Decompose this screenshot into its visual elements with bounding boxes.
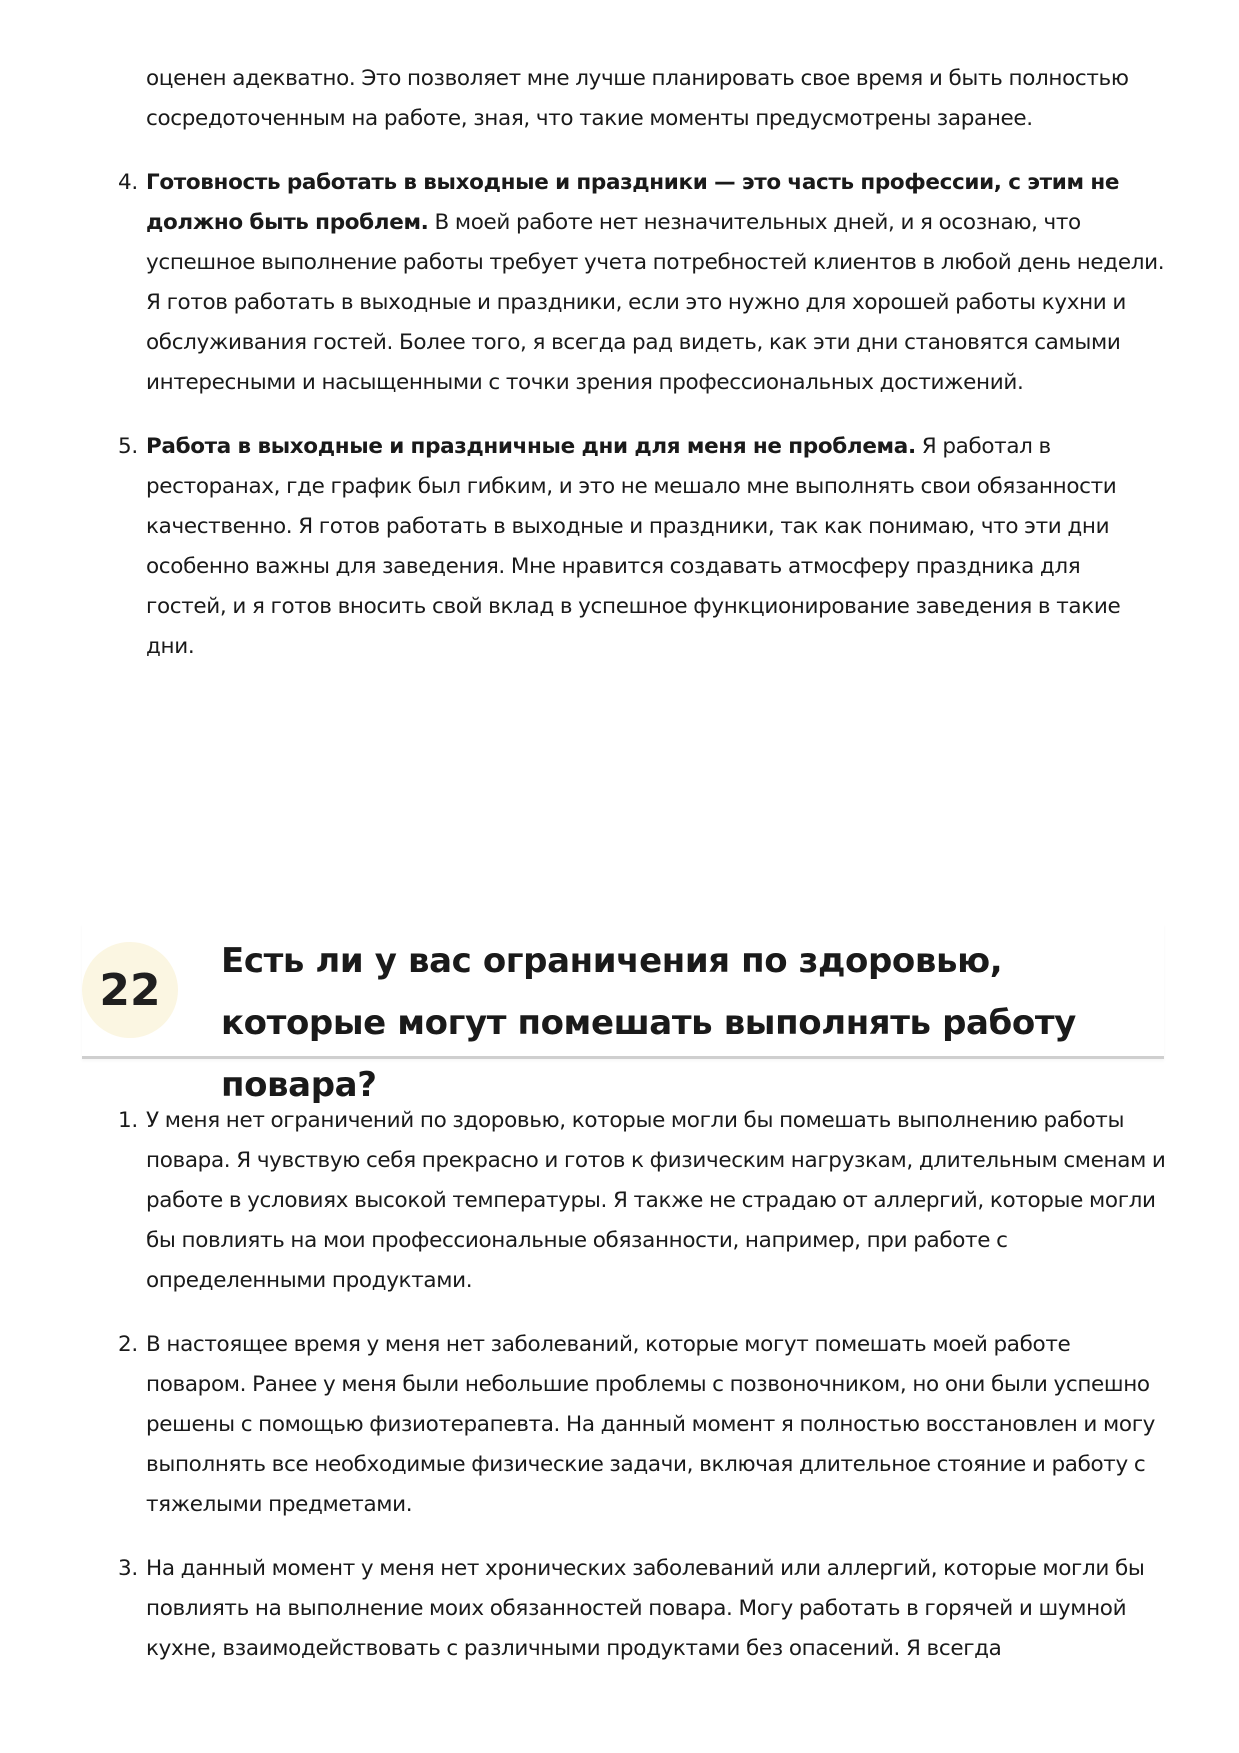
answer-list-previous (118, 59, 1166, 667)
list-item (118, 1549, 1166, 1669)
list-item-text: оценен адекватно. Это позволяет мне лучше планировать свое время и быть полностью сосредоточенным на работе, зная, что такие моменты предусмотрены заранее. (146, 66, 1129, 131)
list-item-number: 1. (118, 1108, 138, 1133)
list-item-text: В настоящее время у меня нет заболеваний, которые могут помешать моей работе поваром. Ранее у меня были небольшие проблемы с позвоночником, но они были успешно решены с помощью физиотерапевта. На данный момент я полностью восстановлен и могу выполнять все необходимые физические задачи, включая длительное стояние и работу с тяжелыми предметами. (146, 1332, 1156, 1517)
list-item-number: 5. (118, 434, 138, 459)
answer-list (118, 1101, 1166, 1669)
list-item (118, 163, 1166, 403)
list-item-bold-lead: Готовность работать в выходные и праздники — это часть профессии, с этим не должно быть проблем. (146, 170, 1120, 235)
question-number-badge: 22 (82, 942, 178, 1038)
list-item (118, 427, 1166, 667)
list-item-number: 3. (118, 1556, 138, 1581)
list-item-text: Я работал в ресторанах, где график был гибким, и это не мешало мне выполнять свои обязанности качественно. Я готов работать в выходные и праздники, так как понимаю, что эти дни особенно важны для заведения. Мне нравится создавать атмосферу праздника для гостей, и я готов вносить свой вклад в успешное функционирование заведения в такие дни. (146, 434, 1121, 659)
list-item-bold-lead: Работа в выходные и праздничные дни для меня не проблема. (146, 434, 916, 459)
list-item-number: 2. (118, 1332, 138, 1357)
list-item-text: В моей работе нет незначительных дней, и я осознаю, что успешное выполнение работы требует учета потребностей клиентов в любой день недели. Я готов работать в выходные и праздники, если это нужно для хорошей работы кухни и обслуживания гостей. Более того, я всегда рад видеть, как эти дни становятся самыми интересными и насыщенными с точки зрения профессиональных достижений. (146, 210, 1165, 395)
list-item (146, 59, 1166, 139)
list-item-text: На данный момент у меня нет хронических заболеваний или аллергий, которые могли бы повлиять на выполнение моих обязанностей повара. Могу работать в горячей и шумной кухне, взаимодействовать с различными продуктами без опасений. Я всегда (146, 1556, 1145, 1661)
list-item (118, 1325, 1166, 1525)
question-title: Есть ли у вас ограничения по здоровью, которые могут помешать выполнять работу повара? (221, 941, 1076, 1105)
question-header (82, 924, 1164, 1105)
list-item (118, 1101, 1166, 1301)
list-item-text: У меня нет ограничений по здоровью, которые могли бы помешать выполнению работы повара. Я чувствую себя прекрасно и готов к физическим нагрузкам, длительным сменам и работе в условиях высокой температуры. Я также не страдаю от аллергий, которые могли бы повлиять на мои профессиональные обязанности, например, при работе с определенными продуктами. (146, 1108, 1166, 1293)
list-item-number: 4. (118, 170, 138, 195)
